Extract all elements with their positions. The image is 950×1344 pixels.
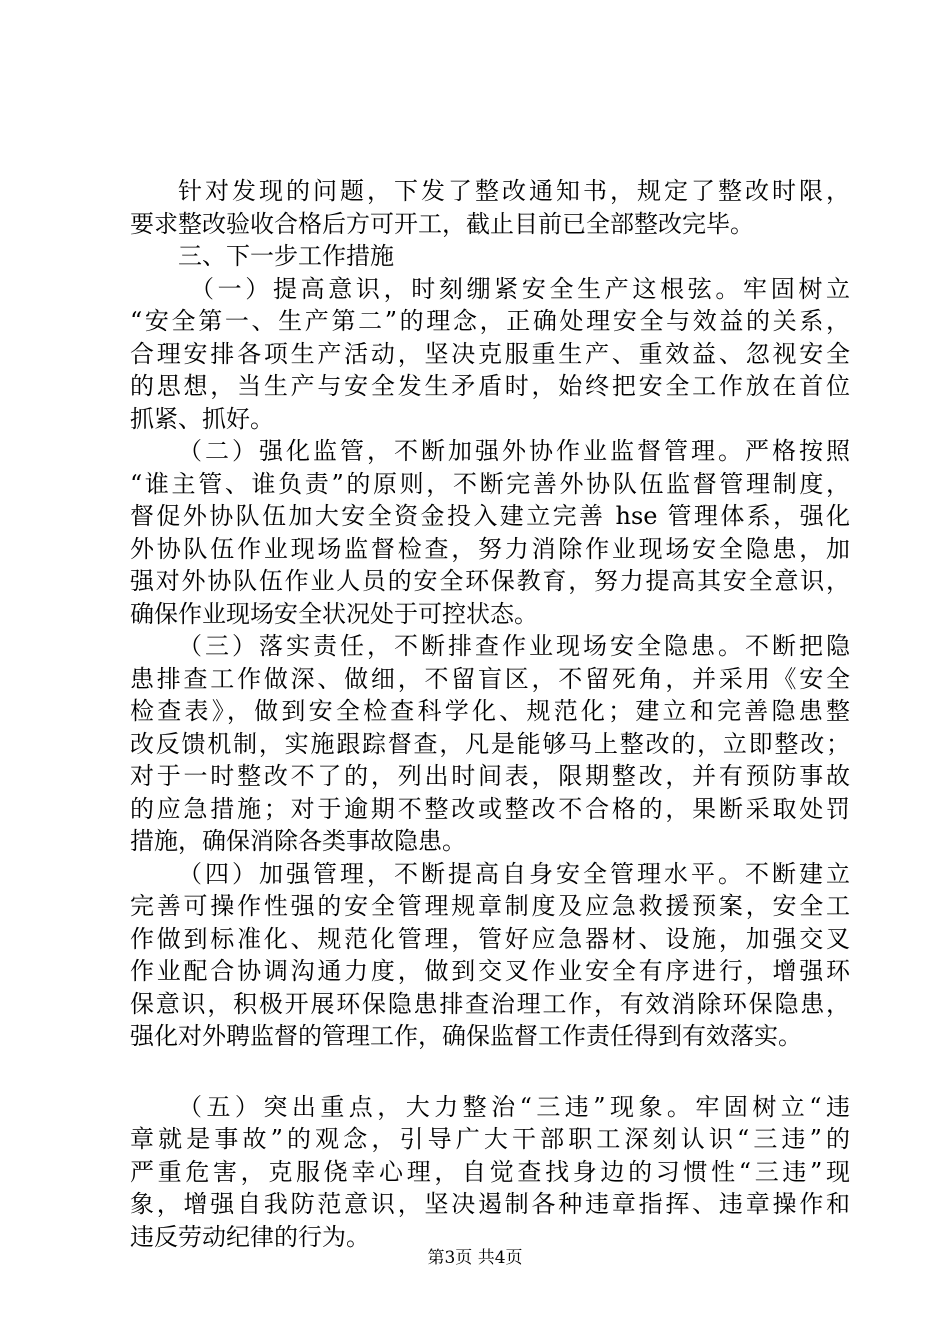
- section-heading: 三、下一步工作措施: [178, 242, 394, 270]
- paragraph-line: 章就是事故”的观念，引导广大干部职工深刻认识“三违”的: [130, 1125, 850, 1153]
- paragraph-line: 抓紧、抓好。: [130, 404, 274, 433]
- paragraph-line: 改反馈机制，实施跟踪督查，凡是能够马上整改的，立即整改；: [130, 729, 850, 758]
- paragraph-line: 作做到标准化、规范化管理，管好应急器材、设施，加强交叉: [130, 924, 850, 953]
- paragraph-line: （二）强化监管，不断加强外协作业监督管理。严格按照: [178, 437, 850, 465]
- paragraph-line: 检查表》，做到安全检查科学化、规范化；建立和完善隐患整: [130, 697, 850, 725]
- paragraph-line: （一）提高意识，时刻绷紧安全生产这根弦。牢固树立: [190, 274, 850, 303]
- paragraph-line: 对于一时整改不了的，列出时间表，限期整改，并有预防事故: [130, 762, 850, 790]
- paragraph-line: （五）突出重点，大力整治“三违”现象。牢固树立“违: [178, 1092, 850, 1121]
- paragraph-line: 强化对外聘监督的管理工作，确保监督工作责任得到有效落实。: [130, 1022, 802, 1050]
- paragraph-line: 保意识，积极开展环保隐患排查治理工作，有效消除环保隐患，: [130, 989, 850, 1018]
- paragraph-line: 完善可操作性强的安全管理规章制度及应急救援预案，安全工: [130, 892, 850, 920]
- paragraph-line: 要求整改验收合格后方可开工，截止目前已全部整改完毕。: [130, 209, 754, 238]
- paragraph-line: 的应急措施；对于逾期不整改或整改不合格的，果断采取处罚: [130, 794, 850, 823]
- paragraph-line: （三）落实责任，不断排查作业现场安全隐患。不断把隐: [178, 632, 850, 660]
- paragraph-line: “安全第一、生产第二”的理念，正确处理安全与效益的关系，: [130, 307, 850, 335]
- paragraph-line: 督促外协队伍加大安全资金投入建立完善 hse 管理体系，强化: [130, 502, 850, 530]
- paragraph-line: 外协队伍作业现场监督检查，努力消除作业现场安全隐患，加: [130, 534, 850, 563]
- page-number-footer: 第3页 共4页: [427, 1248, 523, 1268]
- paragraph-line: 患排查工作做深、做细，不留盲区，不留死角，并采用《安全: [130, 664, 850, 693]
- paragraph-line: 合理安排各项生产活动，坚决克服重生产、重效益、忽视安全: [130, 339, 850, 368]
- document-body: [130, 175, 850, 1253]
- paragraph-line: 针对发现的问题，下发了整改通知书，规定了整改时限，: [178, 177, 850, 205]
- paragraph-line: 象，增强自我防范意识，坚决遏制各种违章指挥、违章操作和: [130, 1190, 850, 1218]
- paragraph-line: “谁主管、谁负责”的原则，不断完善外协队伍监督管理制度，: [130, 469, 850, 498]
- paragraph-spacer: [130, 1053, 850, 1091]
- paragraph-line: 的思想，当生产与安全发生矛盾时，始终把安全工作放在首位: [130, 372, 850, 400]
- paragraph-line: 严重危害，克服侥幸心理，自觉查找身边的习惯性“三违”现: [130, 1157, 850, 1186]
- paragraph-line: 确保作业现场安全状况处于可控状态。: [130, 599, 538, 628]
- paragraph-line: 强对外协队伍作业人员的安全环保教育，努力提高其安全意识，: [130, 567, 850, 595]
- paragraph-line: 作业配合协调沟通力度，做到交叉作业安全有序进行，增强环: [130, 957, 850, 985]
- paragraph-line: 措施，确保消除各类事故隐患。: [130, 827, 466, 855]
- paragraph-line: （四）加强管理，不断提高自身安全管理水平。不断建立: [178, 859, 850, 888]
- paragraph-line: 违反劳动纪律的行为。: [130, 1222, 370, 1251]
